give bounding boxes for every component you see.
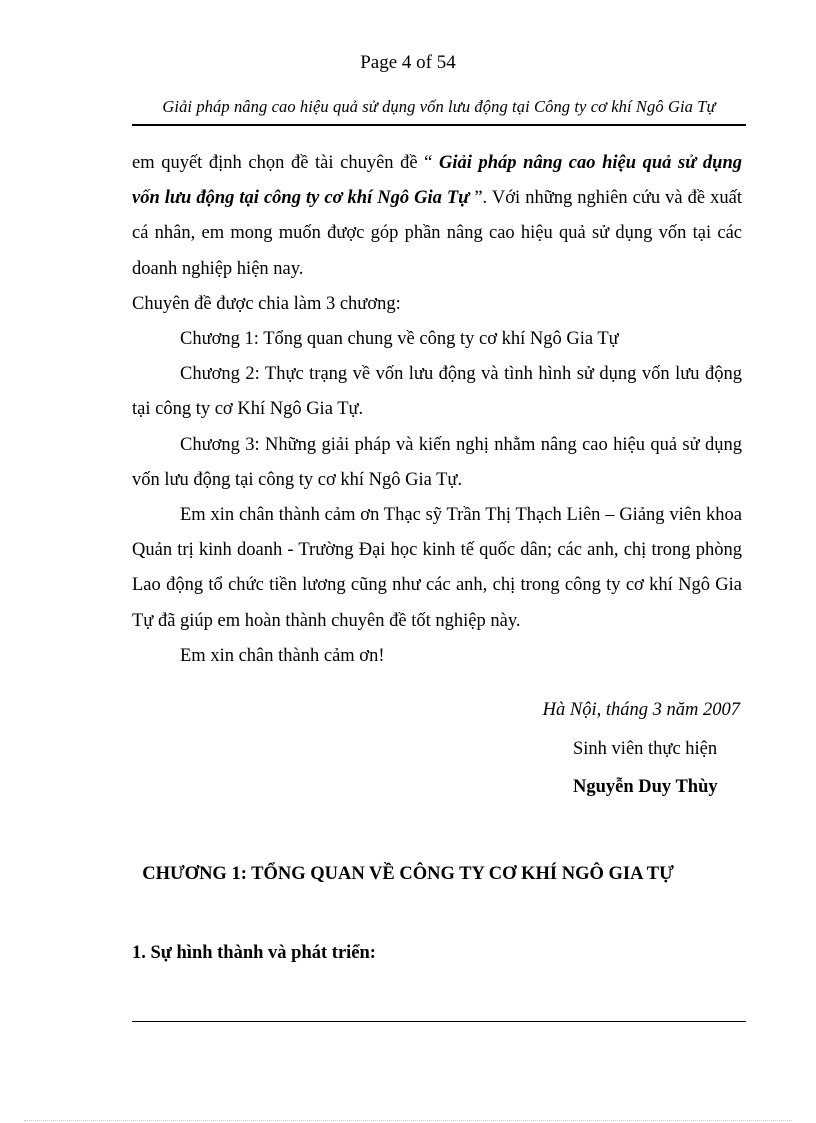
paragraph-chapter-1: Chương 1: Tổng quan chung về công ty cơ khí Ngô Gia Tự — [180, 329, 619, 350]
paragraph-text: ”. Với những nghiên cứu và đề xuất cá nhân, em mong muốn được góp phần nâng cao hiệu quả sử dụng vốn tại các doanh nghiệp hiện nay. — [132, 188, 742, 279]
body-text — [132, 146, 742, 674]
footer-rule — [132, 1021, 746, 1022]
paragraph-chapter-2: Chương 2: Thực trạng về vốn lưu động và tình hình sử dụng vốn lưu động tại công ty cơ Khí Ngô Gia Tự. — [132, 364, 742, 420]
chapter-title: CHƯƠNG 1: TỔNG QUAN VỀ CÔNG TY CƠ KHÍ NGÔ GIA TỰ — [142, 864, 674, 884]
place-date: Hà Nội, tháng 3 năm 2007 — [542, 700, 740, 720]
paragraph-acknowledgement: Em xin chân thành cảm ơn Thạc sỹ Trần Thị Thạch Liên – Giảng viên khoa Quản trị kinh doanh - Trường Đại học kinh tế quốc dân; các anh, chị trong phòng Lao động tổ chức tiền lương cũng như các anh, chị trong công ty cơ khí Ngô Gia Tự đã giúp em hoàn thành chuyên đề tốt nghiệp này. — [132, 505, 742, 631]
paragraph-chapter-3: Chương 3: Những giải pháp và kiến nghị nhằm nâng cao hiệu quả sử dụng vốn lưu động tại công ty cơ khí Ngô Gia Tự. — [132, 434, 742, 490]
page-break-line — [24, 1120, 792, 1121]
paragraph-topic-choice — [132, 146, 742, 287]
paragraph-structure-intro: Chuyên đề được chia làm 3 chương: — [132, 293, 401, 314]
paragraph-text: em quyết định chọn đề tài chuyên đề “ — [132, 153, 439, 173]
signer-role: Sinh viên thực hiện — [573, 739, 718, 759]
section-heading: 1. Sự hình thành và phát triển: — [132, 943, 376, 963]
signer-name: Nguyễn Duy Thùy — [573, 777, 718, 797]
paragraph-thanks: Em xin chân thành cảm ơn! — [180, 645, 385, 666]
header-rule — [132, 124, 746, 126]
running-title: Giải pháp nâng cao hiệu quả sử dụng vốn lưu động tại Công ty cơ khí Ngô Gia Tự — [162, 97, 716, 116]
page-number: Page 4 of 54 — [360, 52, 456, 73]
thesis-title-bold: Giải pháp nâng cao hiệu quả sử dụng vốn lưu động tại công ty cơ khí Ngô Gia Tự — [132, 153, 742, 209]
